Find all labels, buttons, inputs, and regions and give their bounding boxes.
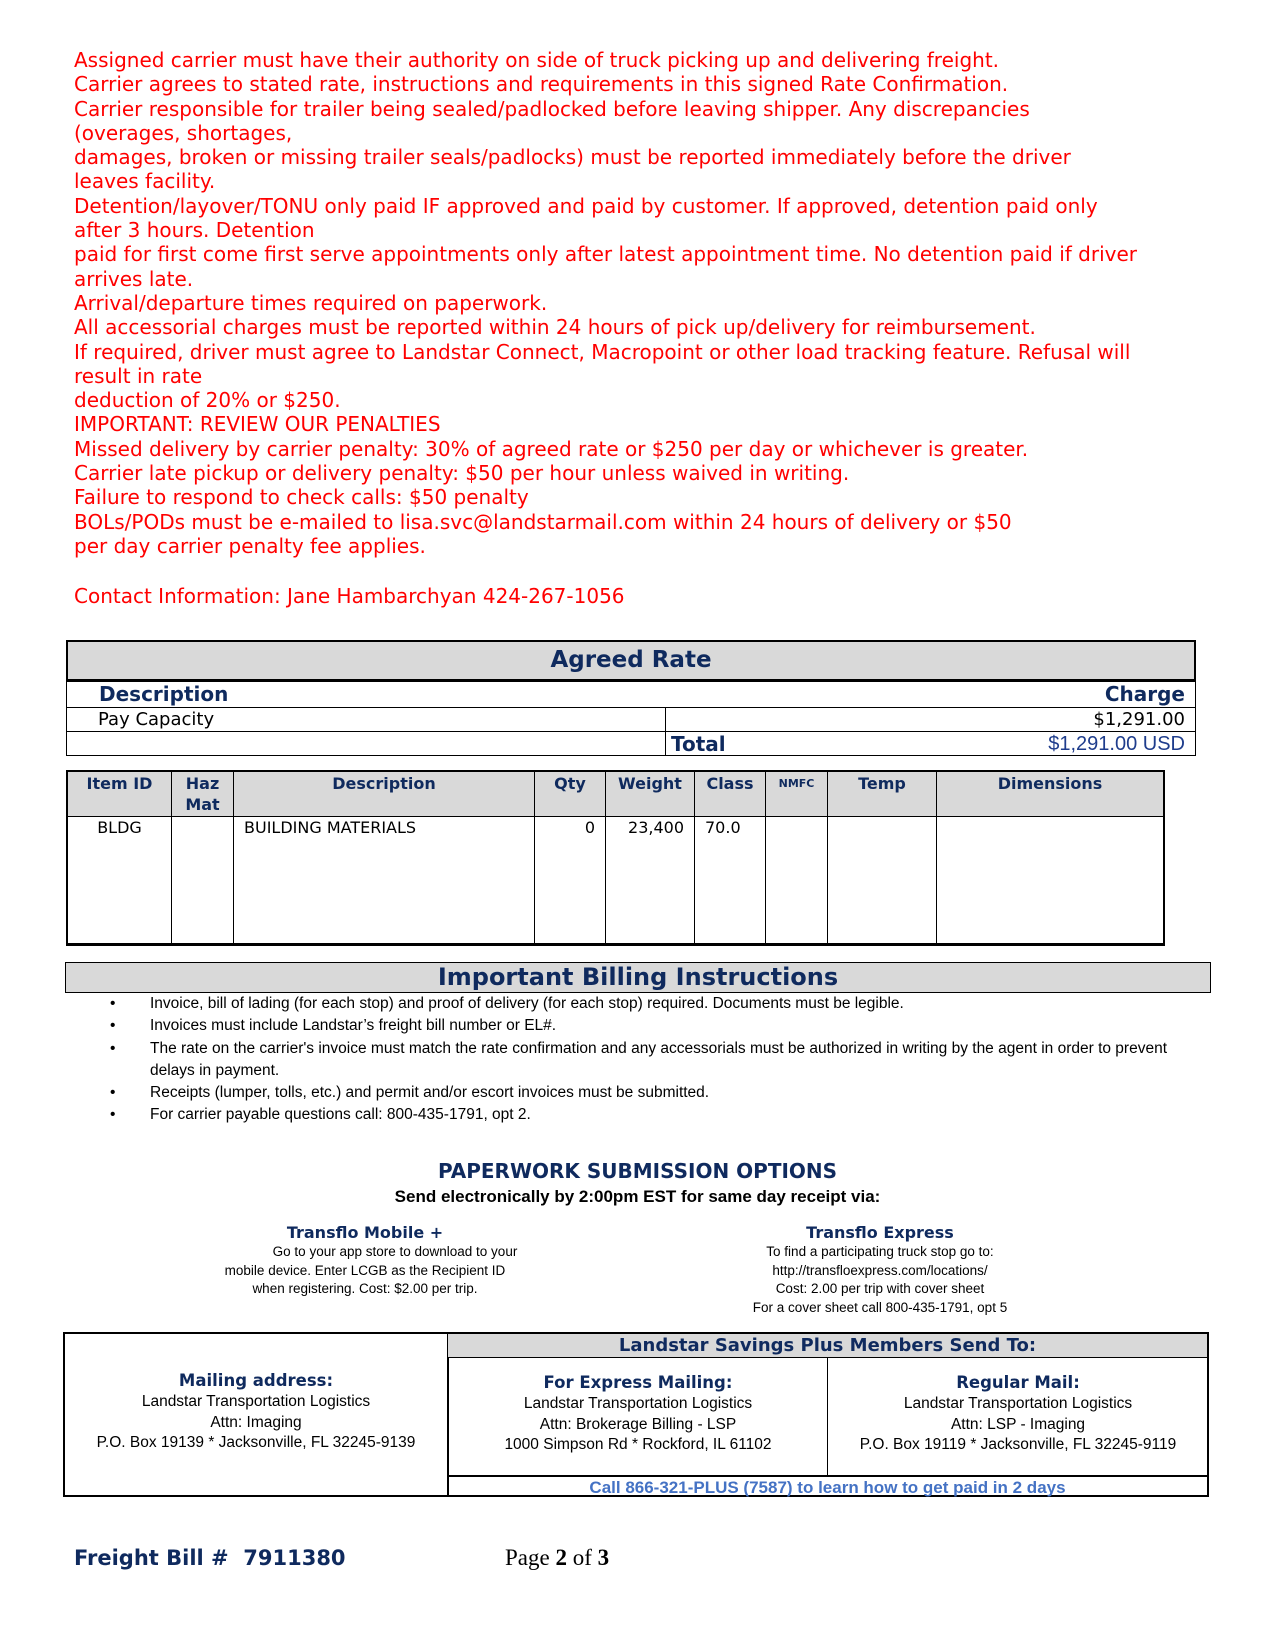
col-item-id: Item ID [67,771,172,817]
col-temp: Temp [828,771,937,817]
savings-plus-header: Landstar Savings Plus Members Send To: [448,1334,1207,1358]
regular-mail-line: Attn: LSP - Imaging [950,1415,1086,1433]
mailing-address-line: Attn: Imaging [210,1413,302,1431]
cell-temp [828,817,937,945]
col-haz-mat: Haz Mat [172,771,234,817]
transflo-express-link[interactable]: http://transfloexpress.com/locations/ [772,1262,988,1278]
term-line: Carrier agrees to stated rate, instructions and requirements in this signed Rate Confirmation. [74,72,1009,97]
term-line: arrives late. [74,266,194,291]
page-word: Page [505,1545,550,1570]
term-line: All accessorial charges must be reported within 24 hours of pick up/delivery for reimbursement. [74,315,1036,340]
list-item: • Invoice, bill of lading (for each stop) and proof of delivery (for each stop) required. Documents must be legible. [110,993,1190,1015]
regular-mail-address [828,1372,1208,1456]
term-line: per day carrier penalty fee applies. [74,533,426,558]
mailing-address-line: Landstar Transportation Logistics [141,1393,371,1410]
col-weight: Weight [606,771,695,817]
express-mailing-address [449,1372,827,1456]
mailing-address [65,1370,447,1454]
transflo-mobile-line: Go to your app store to download to your [272,1244,518,1259]
list-item: • Receipts (lumper, tolls, etc.) and permit and/or escort invoices must be submitted. [110,1082,1190,1104]
cell-weight: 23,400 [606,817,695,945]
contact-information: Contact Information: Jane Hambarchyan 424-267-1056 [74,584,625,608]
transflo-mobile-option [180,1223,550,1299]
carrier-terms [74,48,1214,558]
mailing-address-box [63,1332,1209,1497]
cell-item-id: BLDG [67,817,172,945]
rate-line-label: Pay Capacity [98,709,215,730]
col-qty: Qty [535,771,606,817]
mailing-address-line: P.O. Box 19139 * Jacksonville, FL 32245-9139 [96,1434,416,1451]
transflo-express-line: For a cover sheet call 800-435-1791, opt 5 [752,1299,1008,1315]
col-dimensions: Dimensions [937,771,1165,817]
mailing-address-title: Mailing address: [178,1371,334,1390]
page-indicator [505,1545,609,1571]
paperwork-subtitle: Send electronically by 2:00pm EST for same day receipt via: [394,1187,881,1206]
term-line: (overages, shortages, [74,120,293,145]
term-line: Arrival/departure times required on paperwork. [74,290,548,315]
term-line: result in rate [74,363,203,388]
freight-bill-value: 7911380 [243,1546,346,1570]
list-item: • The rate on the carrier's invoice must match the rate confirmation and any accessorials must be authorized in writing by the agent in order to prevent delays in payment. [110,1038,1190,1083]
transflo-express-title: Transflo Express [806,1223,954,1242]
transflo-mobile-title: Transflo Mobile + [286,1223,444,1242]
term-line: leaves facility. [74,169,216,194]
express-mailing-line: Attn: Brokerage Billing - LSP [539,1415,737,1433]
cell-description: BUILDING MATERIALS [234,817,535,945]
list-item: • Invoices must include Landstar’s freight bill number or EL#. [110,1015,1190,1037]
paperwork-title: PAPERWORK SUBMISSION OPTIONS [437,1159,838,1183]
of-word: of [572,1545,592,1570]
items-table [66,770,1165,946]
billing-instructions-title: Important Billing Instructions [65,962,1211,993]
cell-qty: 0 [535,817,606,945]
cell-class: 70.0 [695,817,766,945]
express-mailing-line: 1000 Simpson Rd * Rockford, IL 61102 [504,1436,772,1453]
transflo-express-line: Cost: 2.00 per trip with cover sheet [775,1281,985,1296]
cell-dimensions [937,817,1165,945]
rate-line-item [66,707,1196,732]
table-row [67,817,1164,945]
agreed-rate-section [66,640,1196,756]
transflo-mobile-line: when registering. Cost: $2.00 per trip. [252,1281,478,1296]
transflo-express-option [720,1223,1040,1317]
term-line: deduction of 20% or $250. [74,388,341,413]
term-line: damages, broken or missing trailer seals/padlocks) must be reported immediately before the driver [74,145,1071,170]
rate-total-label: Total [671,732,726,756]
rate-header-row [66,682,1196,707]
rate-divider [665,708,666,731]
regular-mail-line: P.O. Box 19119 * Jacksonville, FL 32245-9119 [859,1436,1177,1453]
items-header-row [67,771,1164,817]
col-description: Description [234,771,535,817]
rate-total-row [66,732,1196,756]
regular-mail-line: Landstar Transportation Logistics [903,1395,1133,1412]
billing-instructions-list [110,993,1190,1127]
col-class: Class [695,771,766,817]
rate-total-value: $1,291.00 USD [1048,733,1185,755]
list-item: • For carrier payable questions call: 800-435-1791, opt 2. [110,1104,1190,1126]
transflo-express-line: To find a participating truck stop go to: [766,1244,994,1259]
term-line: Assigned carrier must have their authority on side of truck picking up and delivering freight. [74,48,1000,72]
agreed-rate-title: Agreed Rate [66,640,1196,682]
express-mailing-title: For Express Mailing: [543,1373,733,1392]
page-total: 3 [597,1545,610,1570]
term-line: Carrier responsible for trailer being sealed/padlocked before leaving shipper. Any discrepancies [74,96,1030,121]
regular-mail-title: Regular Mail: [956,1373,1080,1392]
term-line: If required, driver must agree to Landstar Connect, Macropoint or other load tracking feature. Refusal will [74,339,1131,364]
term-line: after 3 hours. Detention [74,218,315,243]
get-paid-call-link[interactable]: Call 866-321-PLUS (7587) to learn how to get paid in 2 days [448,1475,1207,1499]
term-line: paid for first come first serve appointments only after latest appointment time. No detention paid if driver [74,242,1137,267]
term-line: IMPORTANT: REVIEW OUR PENALTIES [74,412,441,437]
col-nmfc: NMFC [766,771,828,817]
rate-divider [665,732,666,755]
page-number: 2 [555,1545,567,1570]
freight-bill-number [74,1546,346,1570]
rate-description-header: Description [99,682,229,706]
rate-line-value: $1,291.00 [1093,709,1185,730]
rate-charge-header: Charge [1104,682,1185,706]
term-line: BOLs/PODs must be e-mailed to lisa.svc@landstarmail.com within 24 hours of delivery or $50 [74,509,1012,534]
transflo-mobile-line: mobile device. Enter LCGB as the Recipient ID [224,1262,506,1278]
express-mailing-line: Landstar Transportation Logistics [523,1395,753,1412]
cell-nmfc [766,817,828,945]
term-line: Carrier late pickup or delivery penalty: $50 per hour unless waived in writing. [74,461,850,486]
cell-haz-mat [172,817,234,945]
term-line: Failure to respond to check calls: $50 penalty [74,485,529,510]
freight-bill-label: Freight Bill # [74,1546,229,1570]
term-line: Detention/layover/TONU only paid IF approved and paid by customer. If approved, detention paid only [74,193,1098,218]
term-line: Missed delivery by carrier penalty: 30% of agreed rate or $250 per day or whichever is greater. [74,436,1029,461]
